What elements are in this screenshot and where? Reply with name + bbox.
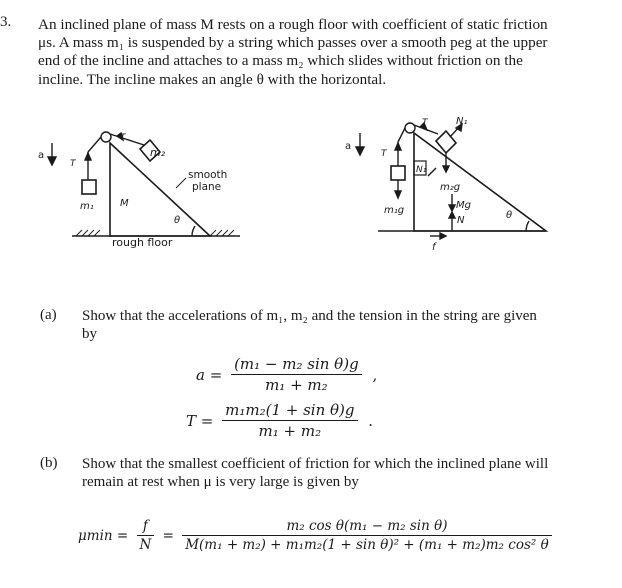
eq3-numerator: m₂ cos θ(m₁ − m₂ sin θ) <box>182 518 552 536</box>
eq3-lhs: μmin = <box>78 527 129 544</box>
question-number: 3. <box>0 14 12 30</box>
fig1-label-plane: plane <box>192 181 222 193</box>
fig1-mass-m1 <box>82 180 96 194</box>
equation-acceleration <box>196 355 377 394</box>
fig2-label-t-top: T <box>422 118 428 128</box>
fig2-label-n: N <box>457 215 465 226</box>
fig1-string-incline <box>110 134 144 145</box>
fig1-angle-arc <box>192 226 195 236</box>
fig1-label-theta: θ <box>174 215 181 226</box>
eq3-f: f <box>137 518 155 536</box>
eq1-comma: , <box>372 365 378 384</box>
eq3-equals: = <box>162 527 174 544</box>
eq1-lhs: a = <box>196 365 223 384</box>
eq2-denominator: m₁ + m₂ <box>258 422 322 440</box>
eq2-period: . <box>368 411 374 430</box>
fig2-label-n1-box: N₁ <box>416 165 427 175</box>
fig2-peg <box>405 123 415 133</box>
intro-line-1: An inclined plane of mass M rests on a rough floor with coefficient of static friction <box>38 16 548 33</box>
eq2-fraction <box>222 401 357 440</box>
eq2-lhs: T = <box>186 411 214 430</box>
eq1-fraction <box>231 355 362 394</box>
fig1-label-m2: m₂ <box>150 146 166 159</box>
eq2-numerator: m₁m₂(1 + sin θ)g <box>222 401 357 421</box>
fig2-incline <box>414 133 546 231</box>
eq3-n: N <box>139 537 152 553</box>
fig2-accel-arrowhead <box>356 147 364 155</box>
fig2-label-n1-top: N₁ <box>456 116 468 127</box>
intro-line-4: incline. The incline makes an angle θ with the horizontal. <box>38 70 387 88</box>
fig1-peg <box>101 132 111 142</box>
fig1-label-t2: T <box>120 133 126 143</box>
part-a-line-2: by <box>82 326 97 342</box>
fig2-label-f: f <box>432 242 436 253</box>
eq3-denominator: M(m₁ + m₂) + m₁m₂(1 + sin θ)² + (m₁ + m₂)m₂ cos² θ <box>185 537 549 553</box>
intro-line-2: μs. A mass m₁ is suspended by a string which passes over a smooth peg at the upper <box>38 34 548 52</box>
eq1-numerator: (m₁ − m₂ sin θ)g <box>231 355 362 375</box>
eq1-denominator: m₁ + m₂ <box>265 376 328 394</box>
part-b-line-1: Show that the smallest coefficient of friction for which the inclined plane will <box>82 456 549 472</box>
fig2-label-m2g: m₂g <box>440 182 461 193</box>
part-b-line-2: remain at rest when μ is very large is given by <box>82 474 359 490</box>
intro-line-3: end of the incline and attaches to a mass m₂ which slides without friction on the <box>38 52 523 70</box>
figure-2-labels <box>345 116 512 253</box>
fig1-label-smooth: smooth <box>188 169 228 181</box>
part-a-text <box>82 307 582 343</box>
fig1-label-m1: m₁ <box>80 201 94 212</box>
equation-tension <box>186 401 373 440</box>
eq3-f-over-n <box>137 518 155 553</box>
fig1-label-M: M <box>120 198 129 209</box>
fig2-label-t-left: T <box>381 149 387 159</box>
part-a-label: (a) <box>40 307 57 323</box>
eq3-fraction <box>182 518 552 553</box>
fig2-label-theta: θ <box>506 210 513 221</box>
fig1-label-a: a <box>38 150 45 161</box>
part-b-label: (b) <box>40 455 58 471</box>
fig2-mass-m1 <box>391 166 405 180</box>
fig2-label-m1g: m₁g <box>384 205 405 216</box>
figure-2 <box>356 123 546 239</box>
fig1-accel-arrowhead <box>48 157 56 165</box>
fig2-label-mg: Mg <box>456 200 471 211</box>
equation-mu-min <box>78 518 552 553</box>
fig2-label-a: a <box>345 141 352 152</box>
fig1-label-t1: T <box>70 159 76 169</box>
part-b-text <box>82 455 602 491</box>
figure-1-labels <box>38 133 227 249</box>
fig2-angle-arc <box>526 221 529 231</box>
part-a-line-1: Show that the accelerations of m₁, m₂ and the tension in the string are given <box>82 308 537 324</box>
fig1-label-floor: rough floor <box>112 236 173 249</box>
